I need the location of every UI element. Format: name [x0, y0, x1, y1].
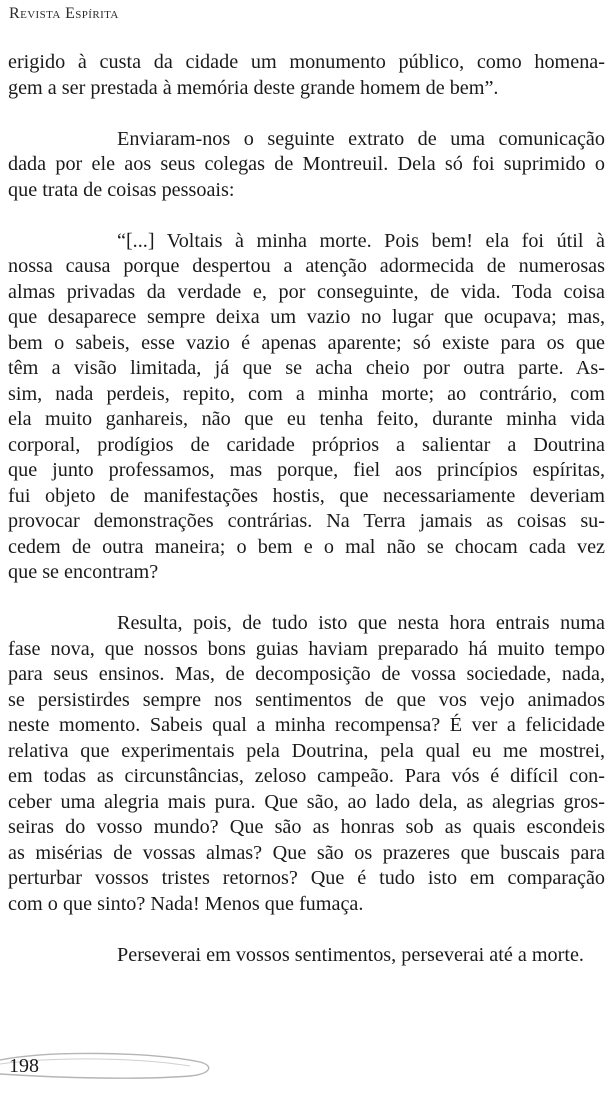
paragraph-gap [8, 101, 605, 127]
text-line: relativa que experimentais pela Doutrina, pela qual eu me mostrei, [8, 739, 605, 762]
text-line: em todas as circunstâncias, zeloso campeão. Para vós é difícil con- [8, 765, 605, 787]
text-line: as misérias de vossas almas? Que são os prazeres que buscais para [8, 841, 605, 864]
text-line: que desaparece sempre deixa um vazio no lugar que ocupava; mas, [8, 306, 605, 328]
text-line: almas privadas da verdade e, por conseguinte, de vida. Toda coisa [8, 280, 605, 303]
text-line: com o que sinto? Nada! Menos que fumaça. [8, 892, 364, 915]
text-line: para seus ensinos. Mas, de decomposição de vossa sociedade, nada, [8, 663, 605, 685]
text-line: Perseverai em vossos sentimentos, perseverai até a morte. [117, 943, 584, 966]
text-line: Resulta, pois, de tudo isto que nesta hora entrais numa [117, 612, 605, 634]
text-line: que trata de coisas pessoais: [8, 178, 235, 201]
text-line: que junto professamos, mas porque, fiel aos princípios espíritas, [8, 459, 605, 481]
text-line: se persistirdes sempre nos sentimentos de que vos vejo animados [8, 688, 605, 711]
text-line: ceber uma alegria mais pura. Que são, ao lado dela, as alegrias gros- [8, 790, 605, 813]
text-line: fui objeto de manifestações hostis, que necessariamente deveriam [8, 484, 605, 507]
paragraph-gap [8, 917, 605, 943]
text-line: corporal, prodígios de caridade próprios a salientar a Doutrina [8, 433, 605, 456]
paragraph [8, 229, 605, 586]
text-line: ela muito ganhareis, não que eu tenha feito, durante minha vida [8, 408, 605, 430]
text-line: fase nova, que nossos bons guias haviam preparado há muito tempo [8, 637, 605, 660]
text-line: “[...] Voltais à minha morte. Pois bem! ela foi útil à [117, 229, 605, 252]
text-line: que se encontram? [8, 561, 159, 583]
text-line: seiras do vosso mundo? Que são as honras sob as quais escondeis [8, 816, 605, 838]
paragraph [8, 611, 605, 917]
paragraph [8, 50, 605, 101]
text-line: bem o sabeis, esse vazio é apenas aparente; só existe para os que [8, 331, 605, 354]
paragraph [8, 127, 605, 204]
text-line: erigido à custa da cidade um monumento público, como homena- [8, 51, 605, 73]
page-footer [0, 1040, 220, 1090]
text-line: gem a ser prestada à memória deste grande homem de bem”. [8, 76, 499, 99]
text-line: sim, nada perdeis, repito, com a minha morte; ao contrário, com [8, 382, 605, 405]
paragraph-gap [8, 203, 605, 229]
text-line: nossa causa porque despertou a atenção adormecida de numerosas [8, 255, 605, 277]
text-line: têm a visão limitada, já que se acha cheio por outra parte. As- [8, 357, 605, 379]
text-line: dada por ele aos seus colegas de Montreuil. Dela só foi suprimido o [8, 153, 605, 175]
paragraph-gap [8, 586, 605, 612]
text-line: neste momento. Sabeis qual a minha recompensa? É ver a felicidade [8, 714, 605, 736]
paragraph [8, 943, 605, 969]
text-line: perturbar vossos tristes retornos? Que é tudo isto em comparação [8, 867, 605, 889]
page-number: 198 [9, 1055, 39, 1077]
running-header: Revista Espírita [9, 5, 119, 22]
page-body [8, 50, 605, 968]
text-line: Enviaram-nos o seguinte extrato de uma comunicação [117, 127, 605, 150]
text-line: cedem de outra maneira; o bem e o mal não se chocam cada vez [8, 535, 605, 558]
text-line: provocar demonstrações contrárias. Na Terra jamais as coisas su- [8, 510, 605, 532]
